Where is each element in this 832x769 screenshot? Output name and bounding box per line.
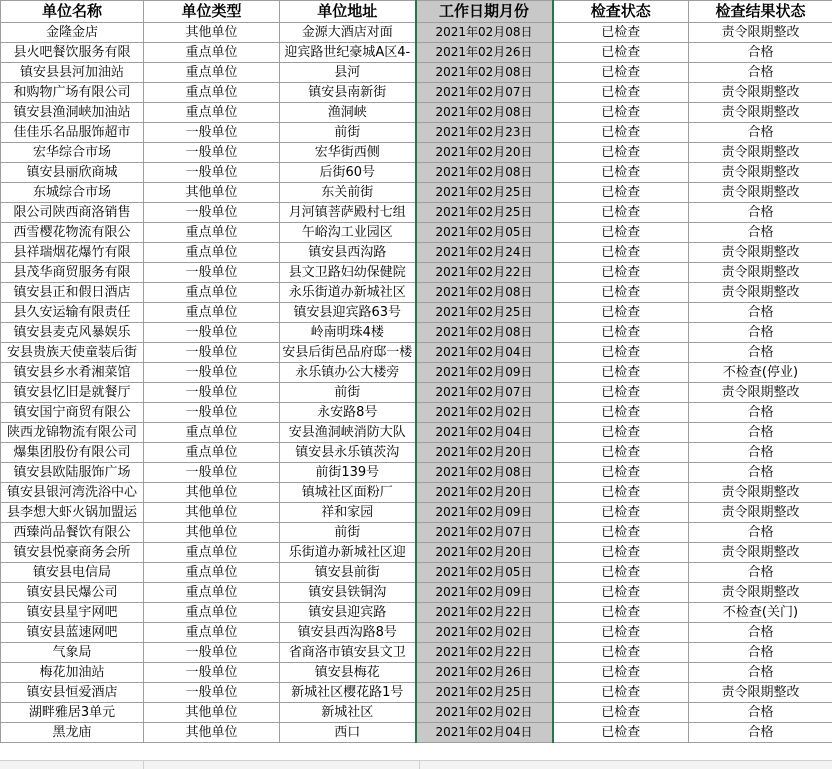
unit-name-cell[interactable]: 陕西龙锦物流有限公司 <box>1 423 144 443</box>
check-status-cell[interactable]: 已检查 <box>553 63 689 83</box>
work-date-cell[interactable]: 2021年02月22日 <box>416 263 553 283</box>
table-row <box>1 683 832 703</box>
unit-type-cell[interactable]: 一般单位 <box>144 663 280 683</box>
unit-address-cell[interactable]: 新城社区 <box>280 703 416 723</box>
table-row <box>1 283 832 303</box>
unit-type-cell[interactable]: 重点单位 <box>144 563 280 583</box>
unit-name-cell[interactable]: 镇安县星宇网吧 <box>1 603 144 623</box>
check-result-cell[interactable]: 合格 <box>689 43 832 63</box>
table-row <box>1 423 832 443</box>
check-result-cell[interactable]: 不检查(关门) <box>689 603 832 623</box>
check-result-cell[interactable]: 责令限期整改 <box>689 583 832 603</box>
unit-address-cell[interactable]: 宏华街西侧 <box>280 143 416 163</box>
check-result-cell[interactable]: 不检查(停业) <box>689 363 832 383</box>
unit-address-cell[interactable]: 前街 <box>280 123 416 143</box>
work-date-cell[interactable]: 2021年02月02日 <box>416 403 553 423</box>
table-row <box>1 203 832 223</box>
work-date-cell[interactable]: 2021年02月05日 <box>416 223 553 243</box>
unit-type-cell[interactable]: 重点单位 <box>144 543 280 563</box>
check-status-cell[interactable]: 已检查 <box>553 603 689 623</box>
unit-name-cell[interactable]: 镇安县恒爱酒店 <box>1 683 144 703</box>
check-result-cell[interactable]: 合格 <box>689 443 832 463</box>
unit-address-cell[interactable]: 镇安县铁铜沟 <box>280 583 416 603</box>
work-date-cell[interactable]: 2021年02月23日 <box>416 123 553 143</box>
work-date-cell[interactable]: 2021年02月20日 <box>416 483 553 503</box>
unit-type-cell[interactable]: 一般单位 <box>144 343 280 363</box>
unit-type-cell[interactable]: 重点单位 <box>144 283 280 303</box>
table-row <box>1 263 832 283</box>
check-result-cell[interactable]: 责令限期整改 <box>689 163 832 183</box>
unit-address-cell[interactable]: 东关前街 <box>280 183 416 203</box>
unit-name-cell[interactable]: 安县贵族天使童装后街 <box>1 343 144 363</box>
unit-type-cell[interactable]: 一般单位 <box>144 143 280 163</box>
unit-address-cell[interactable]: 后街60号 <box>280 163 416 183</box>
work-date-cell[interactable]: 2021年02月07日 <box>416 383 553 403</box>
table-row <box>1 123 832 143</box>
check-status-cell[interactable]: 已检查 <box>553 223 689 243</box>
check-result-cell[interactable]: 合格 <box>689 623 832 643</box>
column-header-unit-type[interactable]: 单位类型 <box>144 1 280 23</box>
work-date-cell[interactable]: 2021年02月09日 <box>416 503 553 523</box>
check-result-cell[interactable]: 合格 <box>689 563 832 583</box>
unit-type-cell[interactable]: 其他单位 <box>144 483 280 503</box>
unit-name-cell[interactable]: 爆集团股份有限公司 <box>1 443 144 463</box>
table-row <box>1 523 832 543</box>
unit-type-cell[interactable]: 重点单位 <box>144 43 280 63</box>
check-result-cell[interactable]: 责令限期整改 <box>689 683 832 703</box>
unit-name-cell[interactable]: 湖畔雅居3单元 <box>1 703 144 723</box>
table-row <box>1 23 832 43</box>
check-result-cell[interactable]: 合格 <box>689 343 832 363</box>
unit-type-cell[interactable]: 一般单位 <box>144 463 280 483</box>
unit-name-cell[interactable]: 县茂华商贸服务有限 <box>1 263 144 283</box>
work-date-cell[interactable]: 2021年02月07日 <box>416 523 553 543</box>
unit-address-cell[interactable]: 前街 <box>280 523 416 543</box>
table-row <box>1 243 832 263</box>
unit-address-cell[interactable]: 镇安县梅花 <box>280 663 416 683</box>
unit-type-cell[interactable]: 其他单位 <box>144 723 280 743</box>
unit-type-cell[interactable]: 其他单位 <box>144 523 280 543</box>
table-row <box>1 303 832 323</box>
unit-type-cell[interactable]: 重点单位 <box>144 423 280 443</box>
unit-type-cell[interactable]: 重点单位 <box>144 303 280 323</box>
table-row <box>1 663 832 683</box>
unit-type-cell[interactable]: 一般单位 <box>144 263 280 283</box>
unit-type-cell[interactable]: 一般单位 <box>144 323 280 343</box>
unit-address-cell[interactable]: 镇安县西沟路8号 <box>280 623 416 643</box>
unit-name-cell[interactable]: 镇安县县河加油站 <box>1 63 144 83</box>
table-row <box>1 183 832 203</box>
unit-address-cell[interactable]: 安县后街邑品府邸一楼 <box>280 343 416 363</box>
check-result-cell[interactable]: 合格 <box>689 203 832 223</box>
table-row <box>1 443 832 463</box>
check-status-cell[interactable]: 已检查 <box>553 183 689 203</box>
check-status-cell[interactable]: 已检查 <box>553 683 689 703</box>
unit-address-cell[interactable]: 迎宾路世纪豪城A区4- <box>280 43 416 63</box>
table-row <box>1 63 832 83</box>
unit-address-cell[interactable]: 渔洞峡 <box>280 103 416 123</box>
unit-name-cell[interactable]: 县久安运输有限责任 <box>1 303 144 323</box>
check-result-cell[interactable]: 合格 <box>689 303 832 323</box>
unit-name-cell[interactable]: 西臻尚品餐饮有限公 <box>1 523 144 543</box>
unit-type-cell[interactable]: 一般单位 <box>144 203 280 223</box>
unit-address-cell[interactable]: 安县渔洞峡消防大队 <box>280 423 416 443</box>
check-status-cell[interactable]: 已检查 <box>553 243 689 263</box>
unit-type-cell[interactable]: 重点单位 <box>144 583 280 603</box>
check-status-cell[interactable]: 已检查 <box>553 623 689 643</box>
unit-name-cell[interactable]: 限公司陕西商洛销售 <box>1 203 144 223</box>
work-date-cell[interactable]: 2021年02月25日 <box>416 683 553 703</box>
check-status-cell[interactable]: 已检查 <box>553 403 689 423</box>
table-row <box>1 103 832 123</box>
work-date-cell[interactable]: 2021年02月20日 <box>416 143 553 163</box>
unit-address-cell[interactable]: 永乐街道办新城社区 <box>280 283 416 303</box>
unit-address-cell[interactable]: 西口 <box>280 723 416 743</box>
table-row <box>1 223 832 243</box>
unit-type-cell[interactable]: 一般单位 <box>144 123 280 143</box>
check-status-cell[interactable]: 已检查 <box>553 343 689 363</box>
unit-type-cell[interactable]: 其他单位 <box>144 503 280 523</box>
unit-type-cell[interactable]: 重点单位 <box>144 63 280 83</box>
check-result-cell[interactable]: 合格 <box>689 323 832 343</box>
check-result-cell[interactable]: 合格 <box>689 423 832 443</box>
unit-name-cell[interactable]: 佳佳乐名品服饰超市 <box>1 123 144 143</box>
unit-name-cell[interactable]: 宏华综合市场 <box>1 143 144 163</box>
table-row <box>1 163 832 183</box>
unit-address-cell[interactable]: 省商洛市镇安县文卫 <box>280 643 416 663</box>
check-status-cell[interactable]: 已检查 <box>553 643 689 663</box>
work-date-cell[interactable]: 2021年02月20日 <box>416 443 553 463</box>
check-status-cell[interactable]: 已检查 <box>553 23 689 43</box>
unit-name-cell[interactable]: 镇安县民爆公司 <box>1 583 144 603</box>
unit-name-cell[interactable]: 镇安县忆旧是就餐厅 <box>1 383 144 403</box>
unit-type-cell[interactable]: 一般单位 <box>144 683 280 703</box>
check-status-cell[interactable]: 已检查 <box>553 663 689 683</box>
unit-type-cell[interactable]: 重点单位 <box>144 83 280 103</box>
check-status-cell[interactable]: 已检查 <box>553 483 689 503</box>
check-status-cell[interactable]: 已检查 <box>553 43 689 63</box>
check-status-cell[interactable]: 已检查 <box>553 723 689 743</box>
table-row <box>1 323 832 343</box>
work-date-cell[interactable]: 2021年02月04日 <box>416 423 553 443</box>
unit-type-cell[interactable]: 重点单位 <box>144 603 280 623</box>
check-status-cell[interactable]: 已检查 <box>553 103 689 123</box>
column-header-unit-name[interactable]: 单位名称 <box>1 1 144 23</box>
check-result-cell[interactable]: 责令限期整改 <box>689 483 832 503</box>
unit-address-cell[interactable]: 县文卫路妇幼保健院 <box>280 263 416 283</box>
check-result-cell[interactable]: 责令限期整改 <box>689 183 832 203</box>
unit-name-cell[interactable]: 镇安县麦克风暴娱乐 <box>1 323 144 343</box>
table-row <box>1 603 832 623</box>
check-result-cell[interactable]: 责令限期整改 <box>689 23 832 43</box>
table-row <box>1 643 832 663</box>
unit-address-cell[interactable]: 永安路8号 <box>280 403 416 423</box>
unit-address-cell[interactable]: 前街 <box>280 383 416 403</box>
unit-type-cell[interactable]: 一般单位 <box>144 363 280 383</box>
check-result-cell[interactable]: 合格 <box>689 643 832 663</box>
table-row <box>1 483 832 503</box>
unit-type-cell[interactable]: 一般单位 <box>144 163 280 183</box>
work-date-cell[interactable]: 2021年02月08日 <box>416 23 553 43</box>
check-result-cell[interactable]: 合格 <box>689 703 832 723</box>
check-result-cell[interactable]: 合格 <box>689 523 832 543</box>
table-row <box>1 503 832 523</box>
check-status-cell[interactable]: 已检查 <box>553 303 689 323</box>
unit-type-cell[interactable]: 重点单位 <box>144 223 280 243</box>
check-status-cell[interactable]: 已检查 <box>553 523 689 543</box>
column-header-check-status[interactable]: 检查状态 <box>553 1 689 23</box>
check-status-cell[interactable]: 已检查 <box>553 703 689 723</box>
work-date-cell[interactable]: 2021年02月25日 <box>416 203 553 223</box>
unit-address-cell[interactable]: 前街139号 <box>280 463 416 483</box>
unit-name-cell[interactable]: 镇安国宁商贸有限公 <box>1 403 144 423</box>
unit-address-cell[interactable]: 镇安县西沟路 <box>280 243 416 263</box>
work-date-cell[interactable]: 2021年02月08日 <box>416 103 553 123</box>
check-result-cell[interactable]: 责令限期整改 <box>689 543 832 563</box>
check-result-cell[interactable]: 合格 <box>689 723 832 743</box>
unit-name-cell[interactable]: 镇安县欧陆服饰广场 <box>1 463 144 483</box>
work-date-cell[interactable]: 2021年02月22日 <box>416 603 553 623</box>
check-status-cell[interactable]: 已检查 <box>553 323 689 343</box>
unit-address-cell[interactable]: 乐街道办新城社区迎 <box>280 543 416 563</box>
table-row <box>1 363 832 383</box>
unit-name-cell[interactable]: 镇安县正和假日酒店 <box>1 283 144 303</box>
check-status-cell[interactable]: 已检查 <box>553 383 689 403</box>
check-result-cell[interactable]: 合格 <box>689 463 832 483</box>
check-status-cell[interactable]: 已检查 <box>553 583 689 603</box>
unit-name-cell[interactable]: 县李想大虾火锅加盟运 <box>1 503 144 523</box>
work-date-cell[interactable]: 2021年02月05日 <box>416 563 553 583</box>
check-status-cell[interactable]: 已检查 <box>553 123 689 143</box>
unit-name-cell[interactable]: 镇安县渔洞峡加油站 <box>1 103 144 123</box>
unit-name-cell[interactable]: 西雪樱花物流有限公 <box>1 223 144 243</box>
table-row <box>1 343 832 363</box>
unit-address-cell[interactable]: 县河 <box>280 63 416 83</box>
work-date-cell[interactable]: 2021年02月25日 <box>416 303 553 323</box>
check-status-cell[interactable]: 已检查 <box>553 543 689 563</box>
unit-name-cell[interactable]: 金隆金店 <box>1 23 144 43</box>
check-status-cell[interactable]: 已检查 <box>553 563 689 583</box>
unit-type-cell[interactable]: 一般单位 <box>144 403 280 423</box>
check-result-cell[interactable]: 合格 <box>689 403 832 423</box>
check-status-cell[interactable]: 已检查 <box>553 263 689 283</box>
unit-name-cell[interactable]: 镇安县银河湾洗浴中心 <box>1 483 144 503</box>
work-date-cell[interactable]: 2021年02月08日 <box>416 283 553 303</box>
unit-address-cell[interactable]: 永乐镇办公大楼旁 <box>280 363 416 383</box>
table-row <box>1 563 832 583</box>
check-result-cell[interactable]: 合格 <box>689 123 832 143</box>
unit-name-cell[interactable]: 镇安县丽欣商城 <box>1 163 144 183</box>
unit-address-cell[interactable]: 岭南明珠4楼 <box>280 323 416 343</box>
work-date-cell[interactable]: 2021年02月08日 <box>416 323 553 343</box>
work-date-cell[interactable]: 2021年02月09日 <box>416 583 553 603</box>
unit-address-cell[interactable]: 新城社区樱花路1号 <box>280 683 416 703</box>
unit-name-cell[interactable]: 东城综合市场 <box>1 183 144 203</box>
work-date-cell[interactable]: 2021年02月20日 <box>416 543 553 563</box>
check-status-cell[interactable]: 已检查 <box>553 443 689 463</box>
column-header-work-date[interactable]: 工作日期月份 <box>416 1 553 23</box>
work-date-cell[interactable]: 2021年02月22日 <box>416 643 553 663</box>
unit-address-cell[interactable]: 祥和家园 <box>280 503 416 523</box>
table-row <box>1 403 832 423</box>
check-result-cell[interactable]: 责令限期整改 <box>689 103 832 123</box>
work-date-cell[interactable]: 2021年02月09日 <box>416 363 553 383</box>
check-status-cell[interactable]: 已检查 <box>553 163 689 183</box>
unit-type-cell[interactable]: 重点单位 <box>144 243 280 263</box>
check-result-cell[interactable]: 合格 <box>689 663 832 683</box>
work-date-cell[interactable]: 2021年02月04日 <box>416 723 553 743</box>
unit-name-cell[interactable]: 黑龙庙 <box>1 723 144 743</box>
work-date-cell[interactable]: 2021年02月26日 <box>416 43 553 63</box>
check-result-cell[interactable]: 责令限期整改 <box>689 243 832 263</box>
unit-address-cell[interactable]: 镇安县永乐镇茨沟 <box>280 443 416 463</box>
check-status-cell[interactable]: 已检查 <box>553 363 689 383</box>
unit-address-cell[interactable]: 镇安县前街 <box>280 563 416 583</box>
check-status-cell[interactable]: 已检查 <box>553 503 689 523</box>
check-result-cell[interactable]: 责令限期整改 <box>689 263 832 283</box>
unit-type-cell[interactable]: 重点单位 <box>144 623 280 643</box>
unit-type-cell[interactable]: 一般单位 <box>144 383 280 403</box>
table-row <box>1 143 832 163</box>
work-date-cell[interactable]: 2021年02月26日 <box>416 663 553 683</box>
table-row <box>1 463 832 483</box>
unit-type-cell[interactable]: 一般单位 <box>144 643 280 663</box>
unit-type-cell[interactable]: 重点单位 <box>144 443 280 463</box>
table-row <box>1 723 832 743</box>
unit-name-cell[interactable]: 镇安县电信局 <box>1 563 144 583</box>
check-status-cell[interactable]: 已检查 <box>553 83 689 103</box>
unit-name-cell[interactable]: 气象局 <box>1 643 144 663</box>
check-status-cell[interactable]: 已检查 <box>553 283 689 303</box>
work-date-cell[interactable]: 2021年02月24日 <box>416 243 553 263</box>
table-row <box>1 703 832 723</box>
work-date-cell[interactable]: 2021年02月02日 <box>416 703 553 723</box>
table-row <box>1 583 832 603</box>
unit-address-cell[interactable]: 镇安县南新街 <box>280 83 416 103</box>
column-header-unit-address[interactable]: 单位地址 <box>280 1 416 23</box>
table-row <box>1 83 832 103</box>
check-result-cell[interactable]: 责令限期整改 <box>689 283 832 303</box>
unit-address-cell[interactable]: 金源大酒店对面 <box>280 23 416 43</box>
unit-type-cell[interactable]: 重点单位 <box>144 103 280 123</box>
unit-type-cell[interactable]: 其他单位 <box>144 703 280 723</box>
check-status-cell[interactable]: 已检查 <box>553 203 689 223</box>
table-row <box>1 623 832 643</box>
check-status-cell[interactable]: 已检查 <box>553 423 689 443</box>
unit-name-cell[interactable]: 县祥瑞烟花爆竹有限 <box>1 243 144 263</box>
check-result-cell[interactable]: 责令限期整改 <box>689 503 832 523</box>
check-result-cell[interactable]: 合格 <box>689 63 832 83</box>
unit-type-cell[interactable]: 其他单位 <box>144 183 280 203</box>
table-row <box>1 383 832 403</box>
table-row <box>1 43 832 63</box>
unit-name-cell[interactable]: 镇安县悦豪商务会所 <box>1 543 144 563</box>
work-date-cell[interactable]: 2021年02月08日 <box>416 163 553 183</box>
unit-address-cell[interactable]: 午峪沟工业园区 <box>280 223 416 243</box>
column-header-check-result[interactable]: 检查结果状态 <box>689 1 832 23</box>
check-result-cell[interactable]: 责令限期整改 <box>689 143 832 163</box>
check-result-cell[interactable]: 责令限期整改 <box>689 383 832 403</box>
check-result-cell[interactable]: 责令限期整改 <box>689 83 832 103</box>
check-result-cell[interactable]: 合格 <box>689 223 832 243</box>
work-date-cell[interactable]: 2021年02月02日 <box>416 623 553 643</box>
unit-name-cell[interactable]: 镇安县蓝速网吧 <box>1 623 144 643</box>
unit-address-cell[interactable]: 镇城社区面粉厂 <box>280 483 416 503</box>
check-status-cell[interactable]: 已检查 <box>553 463 689 483</box>
unit-address-cell[interactable]: 镇安县迎宾路63号 <box>280 303 416 323</box>
unit-name-cell[interactable]: 县火吧餐饮服务有限 <box>1 43 144 63</box>
work-date-cell[interactable]: 2021年02月07日 <box>416 83 553 103</box>
work-date-cell[interactable]: 2021年02月04日 <box>416 343 553 363</box>
work-date-cell[interactable]: 2021年02月08日 <box>416 63 553 83</box>
work-date-cell[interactable]: 2021年02月08日 <box>416 463 553 483</box>
unit-type-cell[interactable]: 其他单位 <box>144 23 280 43</box>
unit-name-cell[interactable]: 镇安县乡水肴湘菜馆 <box>1 363 144 383</box>
table-row <box>1 543 832 563</box>
unit-address-cell[interactable]: 镇安县迎宾路 <box>280 603 416 623</box>
check-status-cell[interactable]: 已检查 <box>553 143 689 163</box>
header-row <box>1 1 832 23</box>
work-date-cell[interactable]: 2021年02月25日 <box>416 183 553 203</box>
unit-address-cell[interactable]: 月河镇菩萨殿村七组 <box>280 203 416 223</box>
unit-name-cell[interactable]: 和购物广场有限公司 <box>1 83 144 103</box>
unit-name-cell[interactable]: 梅花加油站 <box>1 663 144 683</box>
